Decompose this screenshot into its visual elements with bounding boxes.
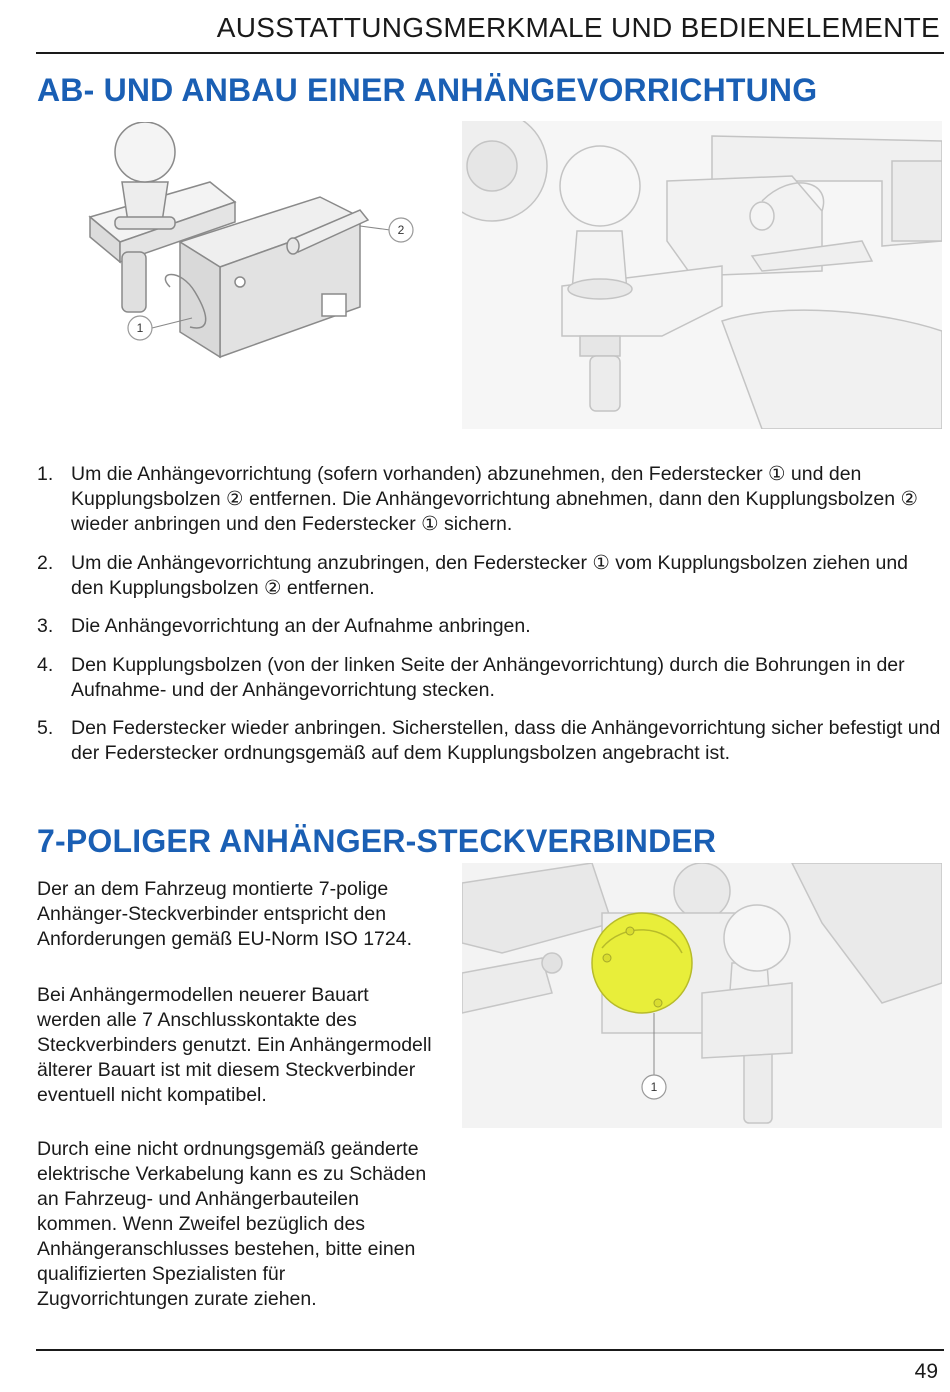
step-number: 4. (37, 653, 54, 676)
callout-2: 2 (397, 223, 405, 237)
footer-rule (36, 1349, 944, 1351)
step-number: 2. (37, 551, 54, 574)
step-item (37, 653, 943, 703)
connector-callout-1: 1 (650, 1080, 658, 1094)
step-text: Um die Anhängevorrichtung (sofern vorhanden) abzunehmen, den Federstecker ① und den Kupplungsbolzen ② entfernen. Die Anhängevorrichtung abnehmen, dann den Kupplungsbolzen ② wieder anbringen und den Federstecker ① sichern. (71, 463, 918, 535)
step-item (37, 716, 943, 766)
page-number: 49 (914, 1360, 938, 1383)
hitch-installed-figure (462, 121, 942, 429)
step-text: Die Anhängevorrichtung an der Aufnahme anbringen. (71, 615, 531, 637)
connector-paragraph-3: Durch eine nicht ordnungsgemäß geänderte elektrische Verkabelung kann es zu Schäden an Fahrzeug- und Anhängerbauteilen kommen. Wenn Zweifel bezüglich des Anhängeranschlusses bestehen, bitte einen qualifizierten Spezialisten für Zugvorrichtungen zurate ziehen. (37, 1138, 427, 1310)
connector-highlight (592, 913, 692, 1013)
step-number: 5. (37, 717, 54, 739)
connector-paragraph-2: Bei Anhängermodellen neuerer Bauart werden alle 7 Anschlusskontakte des Steckverbinders genutzt. Ein Anhängermodell älterer Bauart ist mit diesem Steckverbinder eventuell nicht kompatibel. (37, 984, 432, 1106)
hitch-exploded-figure (60, 122, 445, 372)
running-header: AUSSTATTUNGSMERKMALE UND BEDIENELEMENTE (216, 12, 940, 43)
step-item (37, 462, 943, 537)
step-number: 3. (37, 615, 54, 637)
section-heading-connector: 7-POLIGER ANHÄNGER-STECKVERBINDER (37, 823, 717, 859)
step-item (37, 551, 943, 601)
step-text: Um die Anhängevorrichtung anzubringen, den Federstecker ① vom Kupplungsbolzen ziehen und den Kupplungsbolzen ② entfernen. (71, 551, 909, 599)
step-text: Den Kupplungsbolzen (von der linken Seite der Anhängevorrichtung) durch die Bohrungen in der Aufnahme- und der Anhängevorrichtung stecken. (71, 653, 905, 701)
connector-paragraph-1: Der an dem Fahrzeug montierte 7-polige Anhänger-Steckverbinder entspricht den Anforderungen gemäß EU-Norm ISO 1724. (37, 878, 413, 950)
header-rule (36, 52, 944, 54)
step-number: 1. (37, 463, 54, 485)
callout-1: 1 (136, 321, 144, 335)
connector-figure (462, 863, 942, 1128)
section-heading-hitch: AB- UND ANBAU EINER ANHÄNGEVORRICHTUNG (37, 72, 818, 108)
instruction-steps (37, 462, 943, 780)
step-item (37, 614, 943, 639)
step-text: Den Federstecker wieder anbringen. Sicherstellen, dass die Anhängevorrichtung sicher befestigt und der Federstecker ordnungsgemäß auf dem Kupplungsbolzen angebracht ist. (71, 717, 941, 764)
